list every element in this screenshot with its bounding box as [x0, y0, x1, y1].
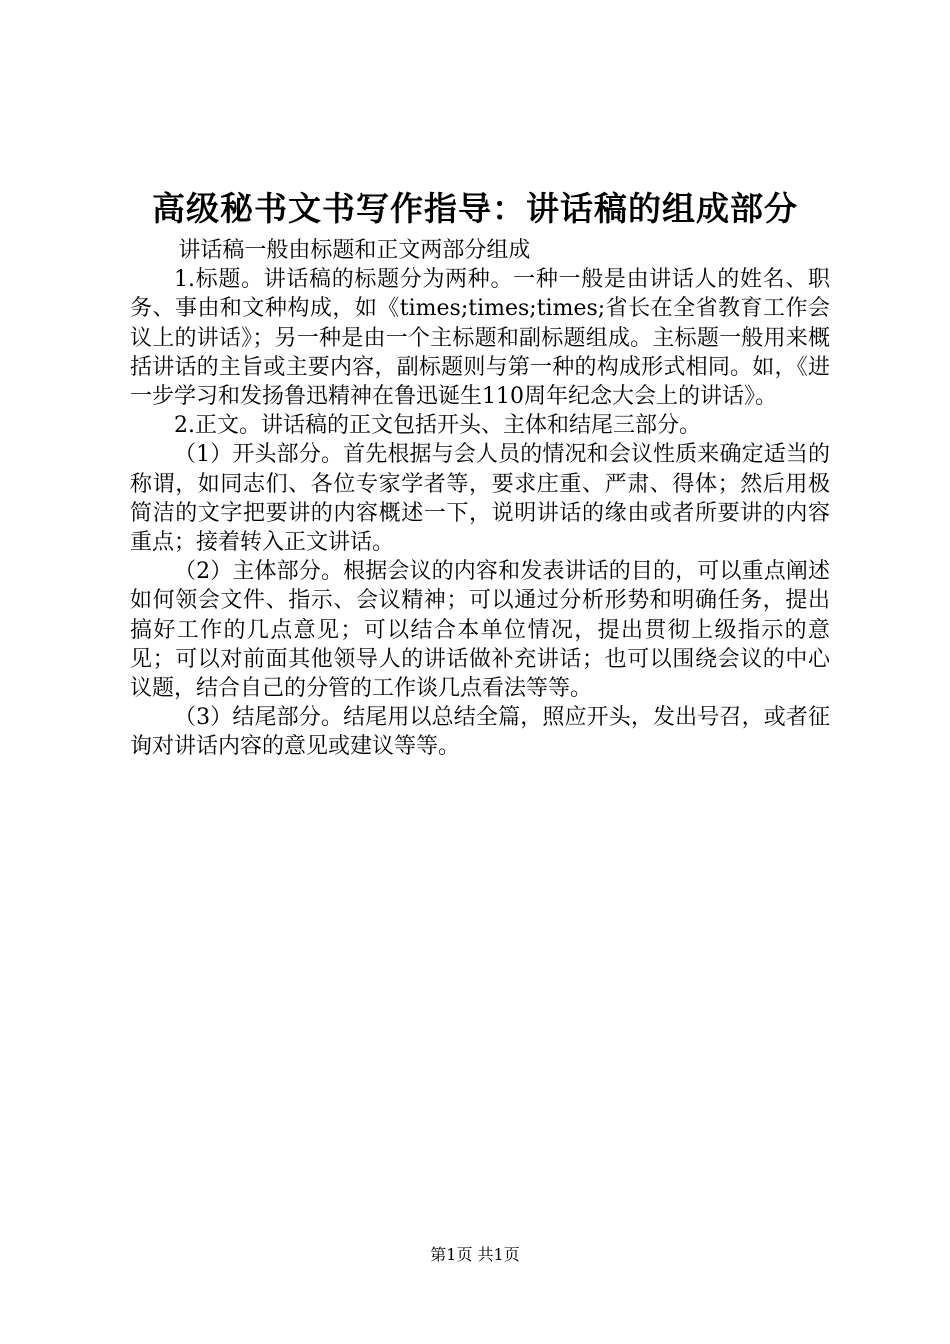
document-title: 高级秘书文书写作指导：讲话稿的组成部分 — [152, 189, 798, 228]
opening-part-paragraph: （1）开头部分。首先根据与会人员的情况和会议性质来确定适当的称谓，如同志们、各位专家学者等，要求庄重、严肃、得体；然后用极简洁的文字把要讲的内容概述一下，说明讲话的缘由或者所要讲的内容重点；接着转入正文讲话。 — [130, 442, 830, 556]
body-section-paragraph: 2.正文。讲话稿的正文包括开头、主体和结尾三部分。 — [174, 413, 701, 439]
intro-paragraph: 讲话稿一般由标题和正文两部分组成 — [178, 238, 531, 263]
page-number-footer: 第1页 共1页 — [430, 1245, 520, 1264]
document-body — [130, 236, 830, 762]
main-part-paragraph: （2）主体部分。根据会议的内容和发表讲话的目的，可以重点阐述如何领会文件、指示、会议精神；可以通过分析形势和明确任务，提出搞好工作的几点意见；可以结合本单位情况，提出贯彻上级指示的意见；可以对前面其他领导人的讲话做补充讲话；也可以围绕会议的中心议题，结合自己的分管的工作谈几点看法等等。 — [130, 559, 830, 702]
title-section-paragraph: 1.标题。讲话稿的标题分为两种。一种一般是由讲话人的姓名、职务、事由和文种构成，如《times;times;times;省长在全省教育工作会议上的讲话》；另一种是由一个主标题和副标题组成。主标题一般用来概括讲话的主旨或主要内容，副标题则与第一种的构成形式相同。如，《进一步学习和发扬鲁迅精神在鲁迅诞生110周年纪念大会上的讲话》。 — [130, 267, 830, 410]
ending-part-paragraph: （3）结尾部分。结尾用以总结全篇，照应开头，发出号召，或者征询对讲话内容的意见或建议等等。 — [130, 705, 830, 760]
